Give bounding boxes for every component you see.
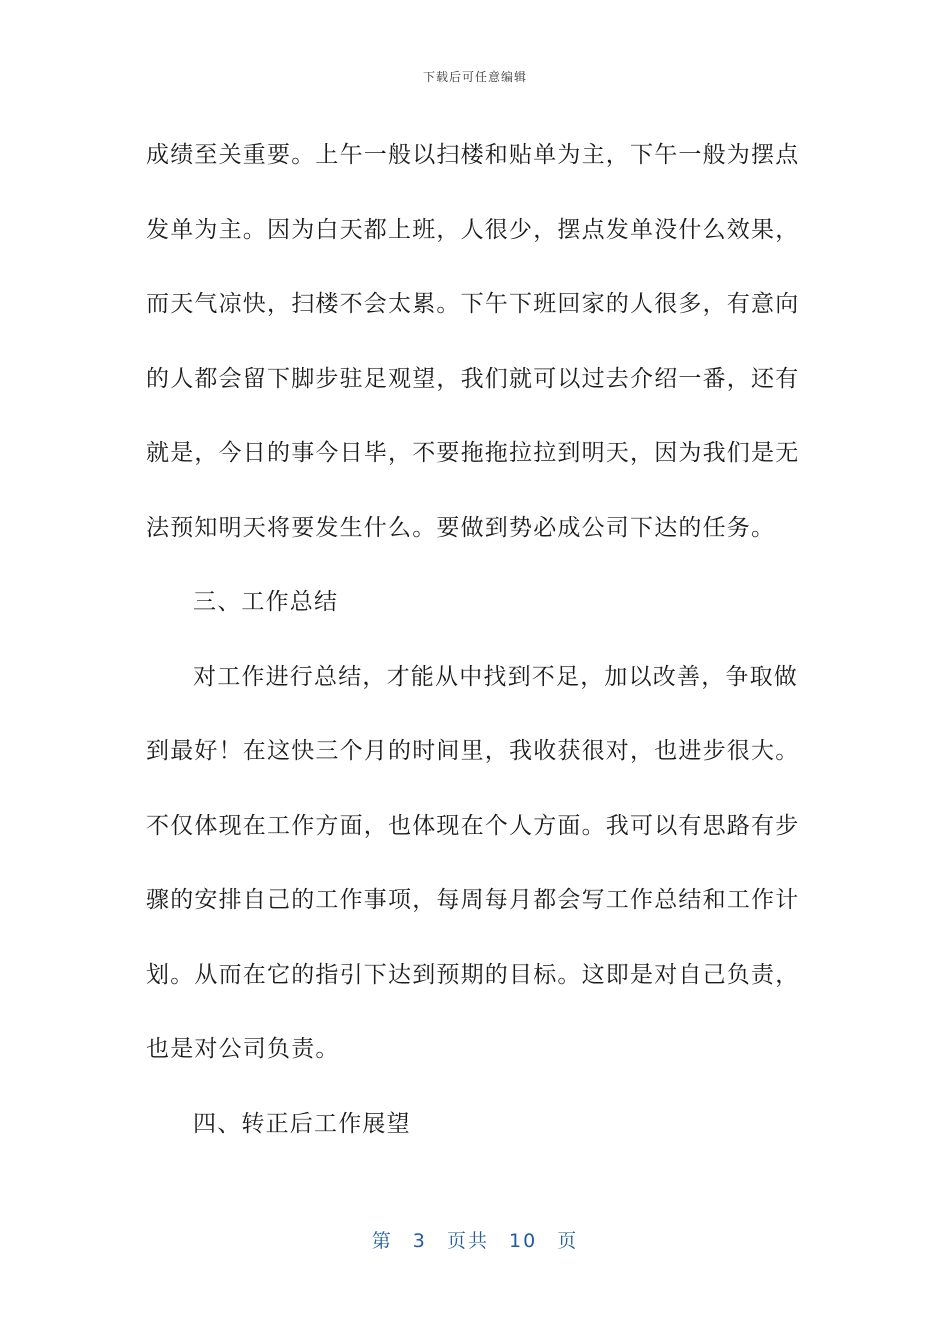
text-line: 就是，今日的事今日毕，不要拖拖拉拉到明天，因为我们是无 xyxy=(146,440,800,466)
paragraph-1 xyxy=(146,118,806,565)
text-line: 划。从而在它的指引下达到预期的目标。这即是对自己负责， xyxy=(146,961,800,988)
paragraph-2 xyxy=(146,640,806,1087)
document-body xyxy=(146,118,806,1161)
text-line: 法预知明天将要发生什么。要做到势必成公司下达的任务。 xyxy=(146,514,776,541)
page-header: 下载后可任意编辑 xyxy=(422,70,527,84)
footer-mid: 页共 xyxy=(446,1230,489,1252)
section-heading-4 xyxy=(146,1087,806,1162)
page-number-footer xyxy=(0,1226,950,1253)
text-line: 对工作进行总结，才能从中找到不足，加以改善，争取做 xyxy=(193,663,798,690)
footer-prefix: 第 xyxy=(371,1230,393,1252)
footer-suffix: 页 xyxy=(557,1230,579,1252)
text-line: 的人都会留下脚步驻足观望，我们就可以过去介绍一番，还有 xyxy=(146,365,800,392)
section-heading-3 xyxy=(146,565,806,640)
total-page-count: 10 xyxy=(509,1230,538,1252)
text-line: 到最好！在这快三个月的时间里，我收获很对，也进步很大。 xyxy=(146,738,800,764)
text-line: 不仅体现在工作方面，也体现在个人方面。我可以有思路有步 xyxy=(146,812,800,839)
heading-text: 四、转正后工作展望 xyxy=(193,1110,411,1137)
heading-text: 三、工作总结 xyxy=(193,589,339,615)
text-line: 成绩至关重要。上午一般以扫楼和贴单为主，下午一般为摆点 xyxy=(146,142,800,168)
text-line: 而天气凉快，扫楼不会太累。下午下班回家的人很多，有意向 xyxy=(146,291,800,317)
text-line: 发单为主。因为白天都上班，人很少，摆点发单没什么效果， xyxy=(146,216,800,243)
current-page-number: 3 xyxy=(412,1230,427,1252)
text-line: 也是对公司负责。 xyxy=(146,1036,340,1062)
text-line: 骤的安排自己的工作事项，每周每月都会写工作总结和工作计 xyxy=(146,887,800,913)
